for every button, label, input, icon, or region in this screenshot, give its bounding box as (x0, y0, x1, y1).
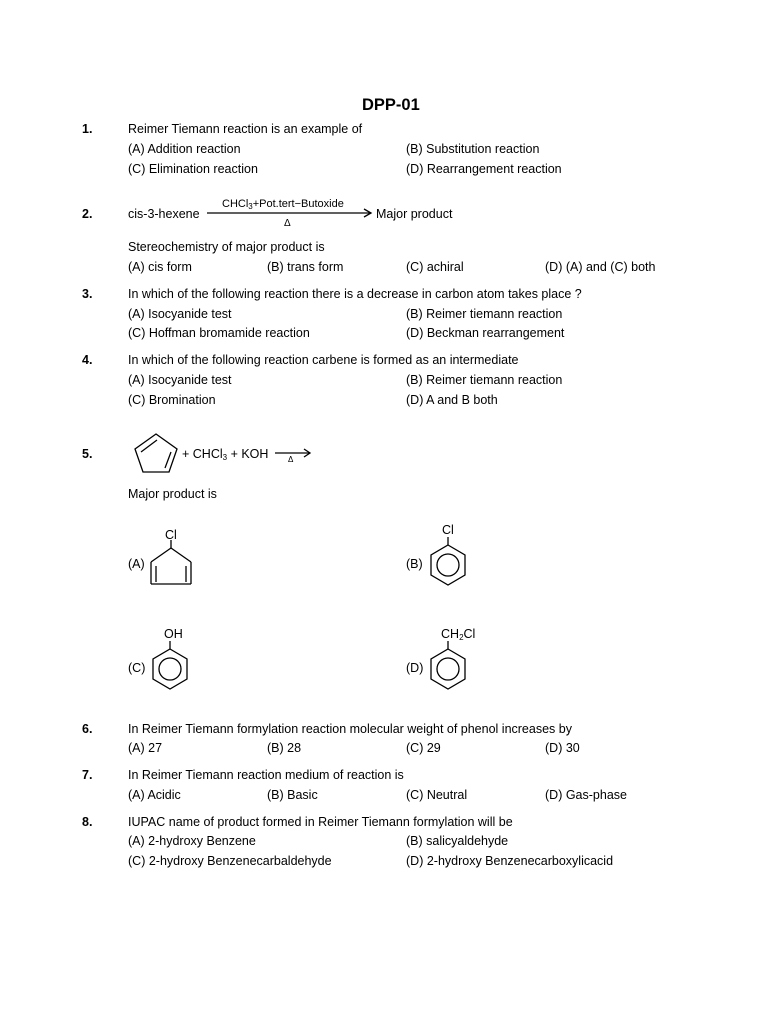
benzyl-chloride-structure (428, 641, 468, 691)
option-d: (D) (A) and (C) both (545, 260, 656, 274)
question-text: IUPAC name of product formed in Reimer Tiemann formylation will be (128, 815, 513, 829)
question-text: Major product is (128, 487, 217, 501)
hydroxyl-label: OH (164, 627, 183, 641)
option-d: (D) Beckman rearrangement (406, 326, 565, 340)
option-b: (B) 28 (267, 741, 302, 755)
chlorine-label: Cl (442, 523, 454, 537)
option-c: (C) Neutral (406, 788, 468, 802)
option-b: (B) Reimer tiemann reaction (406, 307, 563, 321)
page-title: DPP-01 (362, 96, 420, 114)
heat-condition: Δ (284, 218, 291, 229)
option-d: (D) 30 (545, 741, 580, 755)
phenol-structure (150, 641, 190, 691)
question-number: 4. (82, 353, 93, 367)
reagents-text: + CHCl$_3$ + KOH (182, 447, 269, 462)
option-a: (A) 2-hydroxy Benzene (128, 834, 256, 848)
option-a: (A) 27 (128, 741, 163, 755)
question-text: In Reimer Tiemann reaction medium of reaction is (128, 768, 404, 782)
question-text: In which of the following reaction carbene is formed as an intermediate (128, 353, 519, 367)
chloromethyl-label: $CH_2Cl$ (441, 627, 476, 642)
option-c: (C) Bromination (128, 393, 216, 407)
product-text: Major product (376, 207, 453, 221)
option-c: (C) Elimination reaction (128, 162, 258, 176)
question-number: 2. (82, 207, 93, 221)
option-c: (C) Hoffman bromamide reaction (128, 326, 310, 340)
question-text: In Reimer Tiemann formylation reaction molecular weight of phenol increases by (128, 722, 572, 736)
cyclopentadiene-structure (132, 432, 180, 474)
chlorine-label: Cl (165, 528, 177, 542)
option-a: (A) Acidic (128, 788, 181, 802)
option-a-label: (A) (128, 557, 145, 571)
reaction-arrow (275, 448, 313, 458)
question-text: Stereochemistry of major product is (128, 240, 325, 254)
option-b-label: (B) (406, 557, 423, 571)
question-number: 5. (82, 447, 93, 461)
question-number: 8. (82, 815, 93, 829)
option-d: (D) Rearrangement reaction (406, 162, 562, 176)
question-text: Reimer Tiemann reaction is an example of (128, 122, 363, 136)
option-c: (C) 2-hydroxy Benzenecarbaldehyde (128, 854, 332, 868)
option-c-label: (C) (128, 661, 146, 675)
option-b: (B) Substitution reaction (406, 142, 540, 156)
question-text: In which of the following reaction there is a decrease in carbon atom takes place ? (128, 287, 582, 301)
option-a: (A) Isocyanide test (128, 307, 232, 321)
option-b: (B) salicyaldehyde (406, 834, 509, 848)
option-d: (D) A and B both (406, 393, 498, 407)
chlorobenzene-structure (428, 537, 468, 587)
option-b: (B) Basic (267, 788, 318, 802)
question-number: 6. (82, 722, 93, 736)
question-number: 1. (82, 122, 93, 136)
question-number: 3. (82, 287, 93, 301)
option-c: (C) 29 (406, 741, 441, 755)
chlorocyclopentadiene-structure (145, 540, 195, 586)
option-a: (A) Isocyanide test (128, 373, 232, 387)
question-number: 7. (82, 768, 93, 782)
option-d: (D) Gas-phase (545, 788, 627, 802)
option-d: (D) 2-hydroxy Benzenecarboxylicacid (406, 854, 614, 868)
option-b: (B) trans form (267, 260, 344, 274)
reactant-text: cis-3-hexene (128, 207, 200, 221)
reagent-text: CHCl$_3$+Pot.tert−Butoxide (222, 198, 344, 211)
option-c: (C) achiral (406, 260, 464, 274)
heat-condition: Δ (288, 455, 294, 464)
option-a: (A) Addition reaction (128, 142, 241, 156)
option-a: (A) cis form (128, 260, 192, 274)
option-b: (B) Reimer tiemann reaction (406, 373, 563, 387)
option-d-label: (D) (406, 661, 424, 675)
